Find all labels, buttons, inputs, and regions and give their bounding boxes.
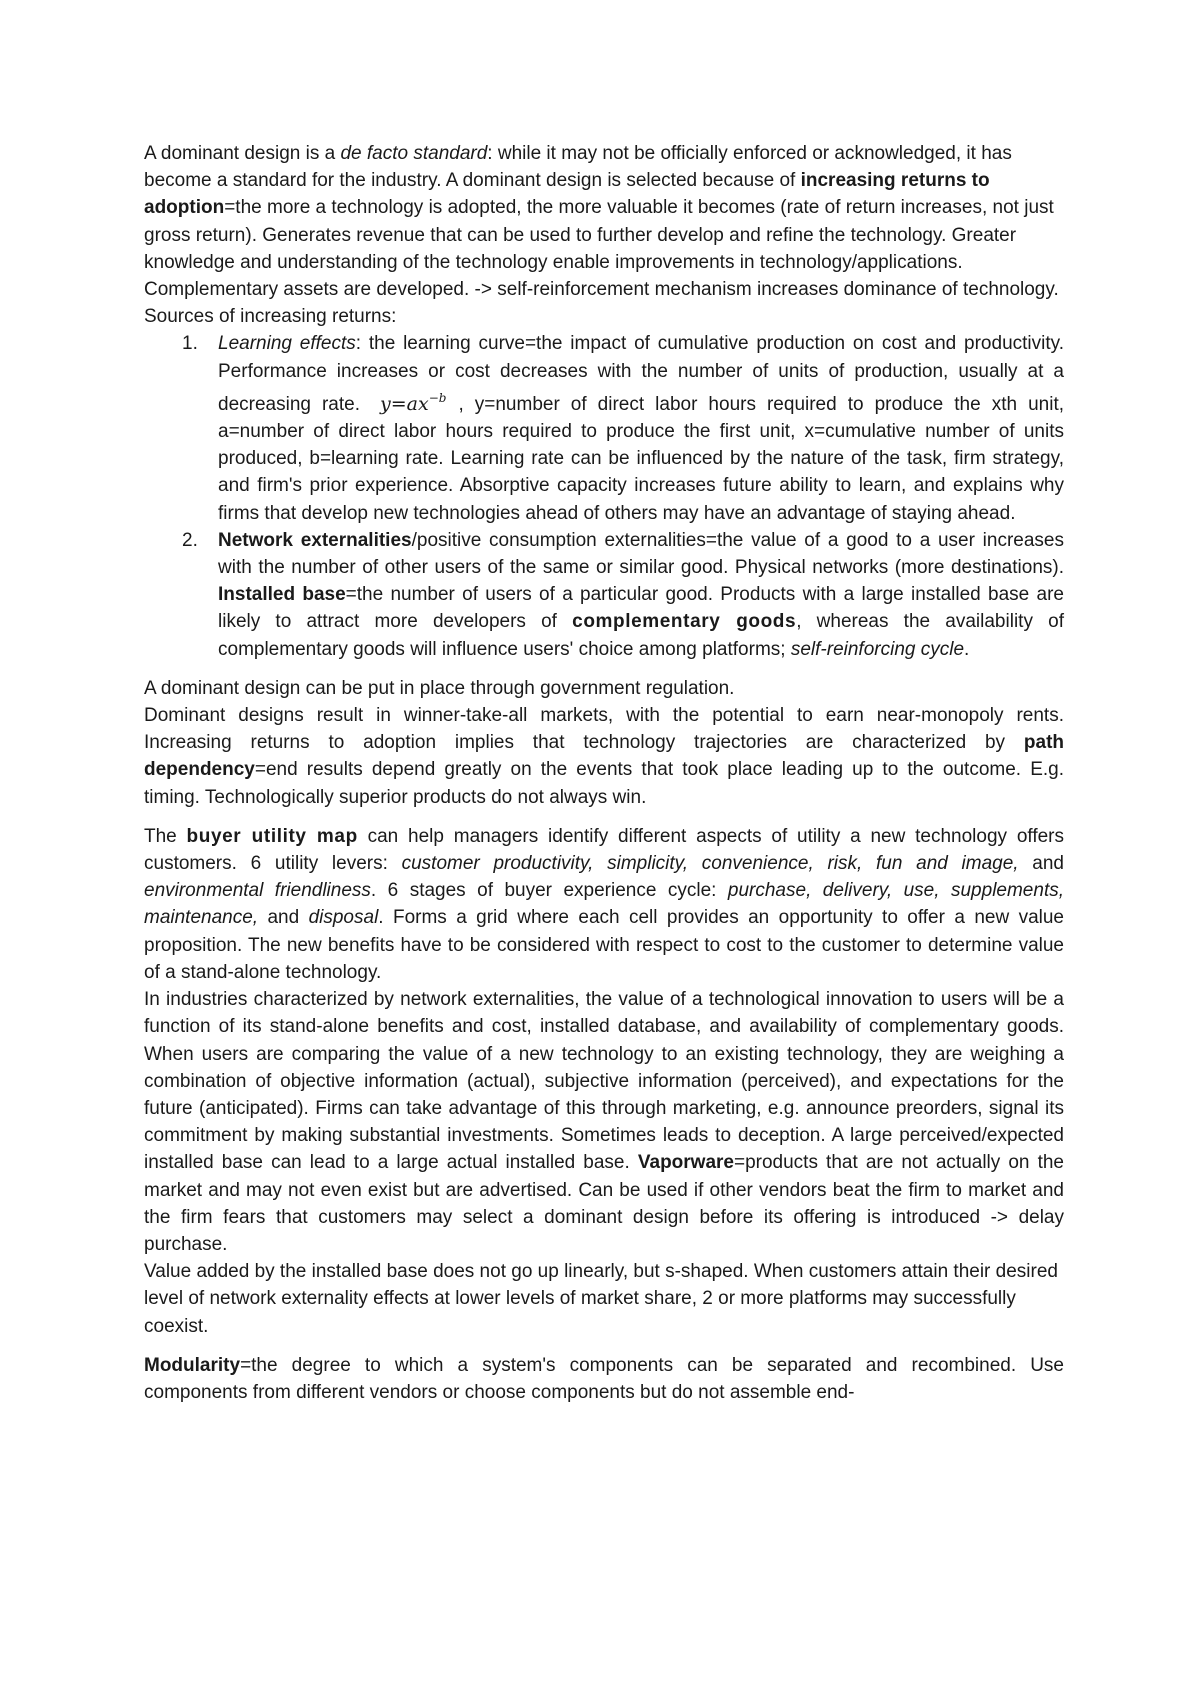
text: /positive consumption externalities=the value of a good to a user increases with the number of other users of the same or similar good. Physical networks (more destinations). — [218, 529, 1064, 579]
bold-term: Network externalities — [218, 529, 412, 551]
bold-term: buyer utility map — [186, 825, 358, 847]
text: . 6 stages of buyer experience cycle: — [370, 880, 728, 902]
bold-term: Vaporware — [637, 1152, 734, 1174]
italic-term: de facto standard — [340, 143, 488, 164]
text: =end results depend greatly on the events that took place leading up to the outcome. E.g. timing. Technologically superior products do not always win. — [144, 759, 1064, 808]
text: =the number of users of a particular good. Products with a large installed base are likely to attract more developers of — [218, 584, 1064, 633]
text: =the degree to which a system's components can be separated and recombined. Use components from different vendors or choose components but do not assemble end- — [144, 1354, 1064, 1403]
paragraph-modularity — [144, 1352, 1064, 1406]
formula-base: y=ax — [380, 392, 429, 415]
learning-curve-formula — [360, 385, 458, 418]
bold-term: path dependency — [144, 732, 1064, 781]
list-number: 1. — [182, 333, 198, 355]
bold-term: Modularity — [144, 1354, 241, 1376]
bold-term: increasing returns to adoption — [144, 170, 990, 219]
text: =products that are not actually on the market and may not even exist but are advertised. Can be used if other vendors beat the firm to market and the firm fears that customers may select a dominant design before its offering is introduced -> delay purchase. — [144, 1152, 1064, 1255]
italic-term: disposal — [308, 907, 379, 929]
list-item-learning-effects — [144, 330, 1064, 526]
text: can help managers identify different aspects of utility a new technology offers customers. 6 utility levers: — [144, 825, 1064, 875]
italic-term: Learning effects — [218, 333, 356, 355]
formula-exponent: −b — [428, 390, 447, 405]
italic-term: self-reinforcing cycle — [790, 638, 965, 660]
document-page — [144, 140, 1064, 1406]
italic-term: customer productivity, simplicity, convenience, risk, fun and image, — [401, 853, 1019, 875]
paragraph-government-regulation — [144, 675, 1064, 702]
italic-term: purchase, delivery, use, supplements, maintenance, — [144, 880, 1065, 929]
list-number: 2. — [182, 529, 198, 551]
text: =the more a technology is adopted, the more valuable it becomes (rate of return increases, not just gross return). Generates revenue that can be used to further develop and refine the technology. Greater knowledge and understanding of the technology enable improvements in technology/applications. Complementary assets are developed. -> self-reinforcement mechanism increases dominance of technology. Sources of increasing returns: — [144, 197, 1059, 328]
text: Value added by the installed base does not go up linearly, but s-shaped. When customers attain their desired level of network externality effects at lower levels of market share, 2 or more platforms may successfully coexist. — [144, 1261, 1058, 1337]
text: In industries characterized by network externalities, the value of a technological innovation to users will be a function of its stand-alone benefits and cost, installed database, and availability of complementary goods. When users are comparing the value of a new technology to an existing technology, they are weighing a combination of objective information (actual), subjective information (perceived), and expectations for the future (anticipated). Firms can take advantage of this through marketing, e.g. announce preorders, signal its commitment by making substantial investments. Sometimes leads to deception. A large perceived/expected installed base can lead to a large actual installed base. — [144, 989, 1064, 1174]
text: : while it may not be officially enforced or acknowledged, it has become a standard for the industry. A dominant design is selected because of — [144, 143, 1012, 192]
text: . — [964, 638, 970, 660]
text: and — [1018, 853, 1064, 875]
increasing-returns-list — [144, 330, 1064, 662]
bold-term: Installed base — [218, 584, 346, 606]
text: and — [258, 907, 309, 929]
text: : the learning curve=the impact of cumulative production on cost and productivity. Performance increases or cost decreases with the number of units of production, usually at a decreasing rate. — [218, 333, 1065, 415]
paragraph-network-externalities-value — [144, 986, 1064, 1258]
text: . Forms a grid where each cell provides an opportunity to offer a new value proposition. The new benefits have to be considered with respect to cost to the customer to determine value of a stand-alone technology. — [144, 907, 1064, 983]
paragraph-dominant-design — [144, 140, 1064, 330]
text: , whereas the availability of complementary goods will influence users' choice among platforms; — [218, 611, 1064, 660]
list-item-network-externalities — [144, 527, 1064, 663]
text: A dominant design can be put in place through government regulation. — [144, 677, 735, 699]
text: The — [144, 825, 187, 847]
italic-term: environmental friendliness — [144, 880, 371, 902]
text: A dominant design is a — [144, 143, 341, 164]
paragraph-buyer-utility-map — [144, 823, 1064, 986]
paragraph-installed-base-value — [144, 1258, 1064, 1340]
text: , y=number of direct labor hours required to produce the xth unit, a=number of direct labor hours required to produce the first unit, x=cumulative number of units produced, b=learning rate. Learning rate can be influenced by the nature of the task, firm strategy, and firm's prior experience. Absorptive capacity increases future ability to learn, and explains why firms that develop new technologies ahead of others may have an advantage of staying ahead. — [218, 393, 1064, 524]
bold-term: complementary goods — [572, 611, 797, 633]
paragraph-winner-take-all — [144, 702, 1064, 811]
text: Dominant designs result in winner-take-all markets, with the potential to earn near-monopoly rents. Increasing returns to adoption implies that technology trajectories are characterized by — [144, 705, 1064, 754]
